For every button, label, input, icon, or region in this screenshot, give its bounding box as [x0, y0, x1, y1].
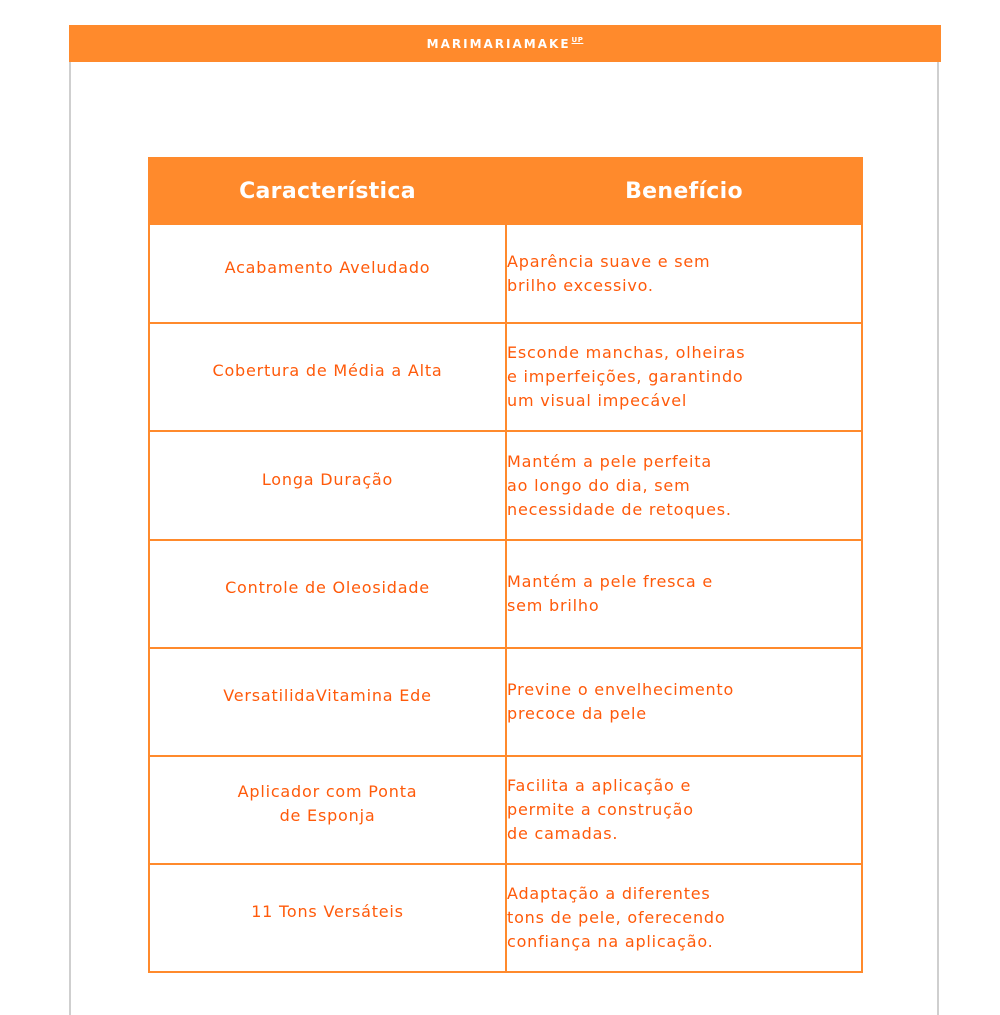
feature-cell [149, 648, 506, 756]
feature-cell [149, 540, 506, 648]
benefit-cell [506, 431, 862, 540]
feature-text: Controle de Oleosidade [225, 578, 430, 597]
brand-logo [427, 37, 584, 51]
header-feature: Característica [149, 158, 506, 224]
feature-text: VersatilidaVitamina Ede [223, 686, 432, 705]
benefit-text: Aparência suave e sem brilho excessivo. [507, 251, 711, 295]
benefit-text: Previne o envelhecimento precoce da pele [507, 680, 735, 723]
benefit-text: Mantém a pele perfeita ao longo do dia, sem necessidade de retoques. [507, 451, 732, 519]
table-row [149, 648, 862, 756]
benefit-cell [506, 224, 862, 323]
benefit-cell [506, 540, 862, 648]
benefit-cell [506, 648, 862, 756]
feature-benefit-table [148, 157, 863, 973]
feature-text: Cobertura de Média a Alta [212, 361, 443, 380]
header-benefit: Benefício [506, 158, 862, 224]
table-row [149, 756, 862, 864]
table-row [149, 431, 862, 540]
benefit-text: Mantém a pele fresca e sem brilho [507, 572, 713, 615]
table-row [149, 864, 862, 972]
feature-cell [149, 323, 506, 431]
brand-name: MARIMARIAMAKE [426, 36, 571, 51]
feature-cell [149, 224, 506, 323]
feature-cell [149, 756, 506, 864]
brand-bar [69, 25, 941, 62]
feature-text: 11 Tons Versáteis [251, 902, 404, 921]
benefit-cell [506, 864, 862, 972]
table-row [149, 323, 862, 431]
benefit-cell [506, 323, 862, 431]
feature-cell [149, 864, 506, 972]
feature-text: Aplicador com Ponta de Esponja [237, 782, 418, 825]
table-header-row [149, 158, 862, 224]
brand-suffix: UP [571, 35, 584, 44]
table-row [149, 224, 862, 323]
benefit-text: Facilita a aplicação e permite a construção de camadas. [507, 776, 694, 843]
benefit-cell [506, 756, 862, 864]
feature-text: Acabamento Aveludado [224, 257, 431, 277]
feature-text: Longa Duração [261, 469, 394, 489]
benefit-text: Adaptação a diferentes tons de pele, oferecendo confiança na aplicação. [507, 884, 726, 951]
table-row [149, 540, 862, 648]
feature-cell [149, 431, 506, 540]
benefit-text: Esconde manchas, olheiras e imperfeições, garantindo um visual impecável [507, 343, 746, 410]
